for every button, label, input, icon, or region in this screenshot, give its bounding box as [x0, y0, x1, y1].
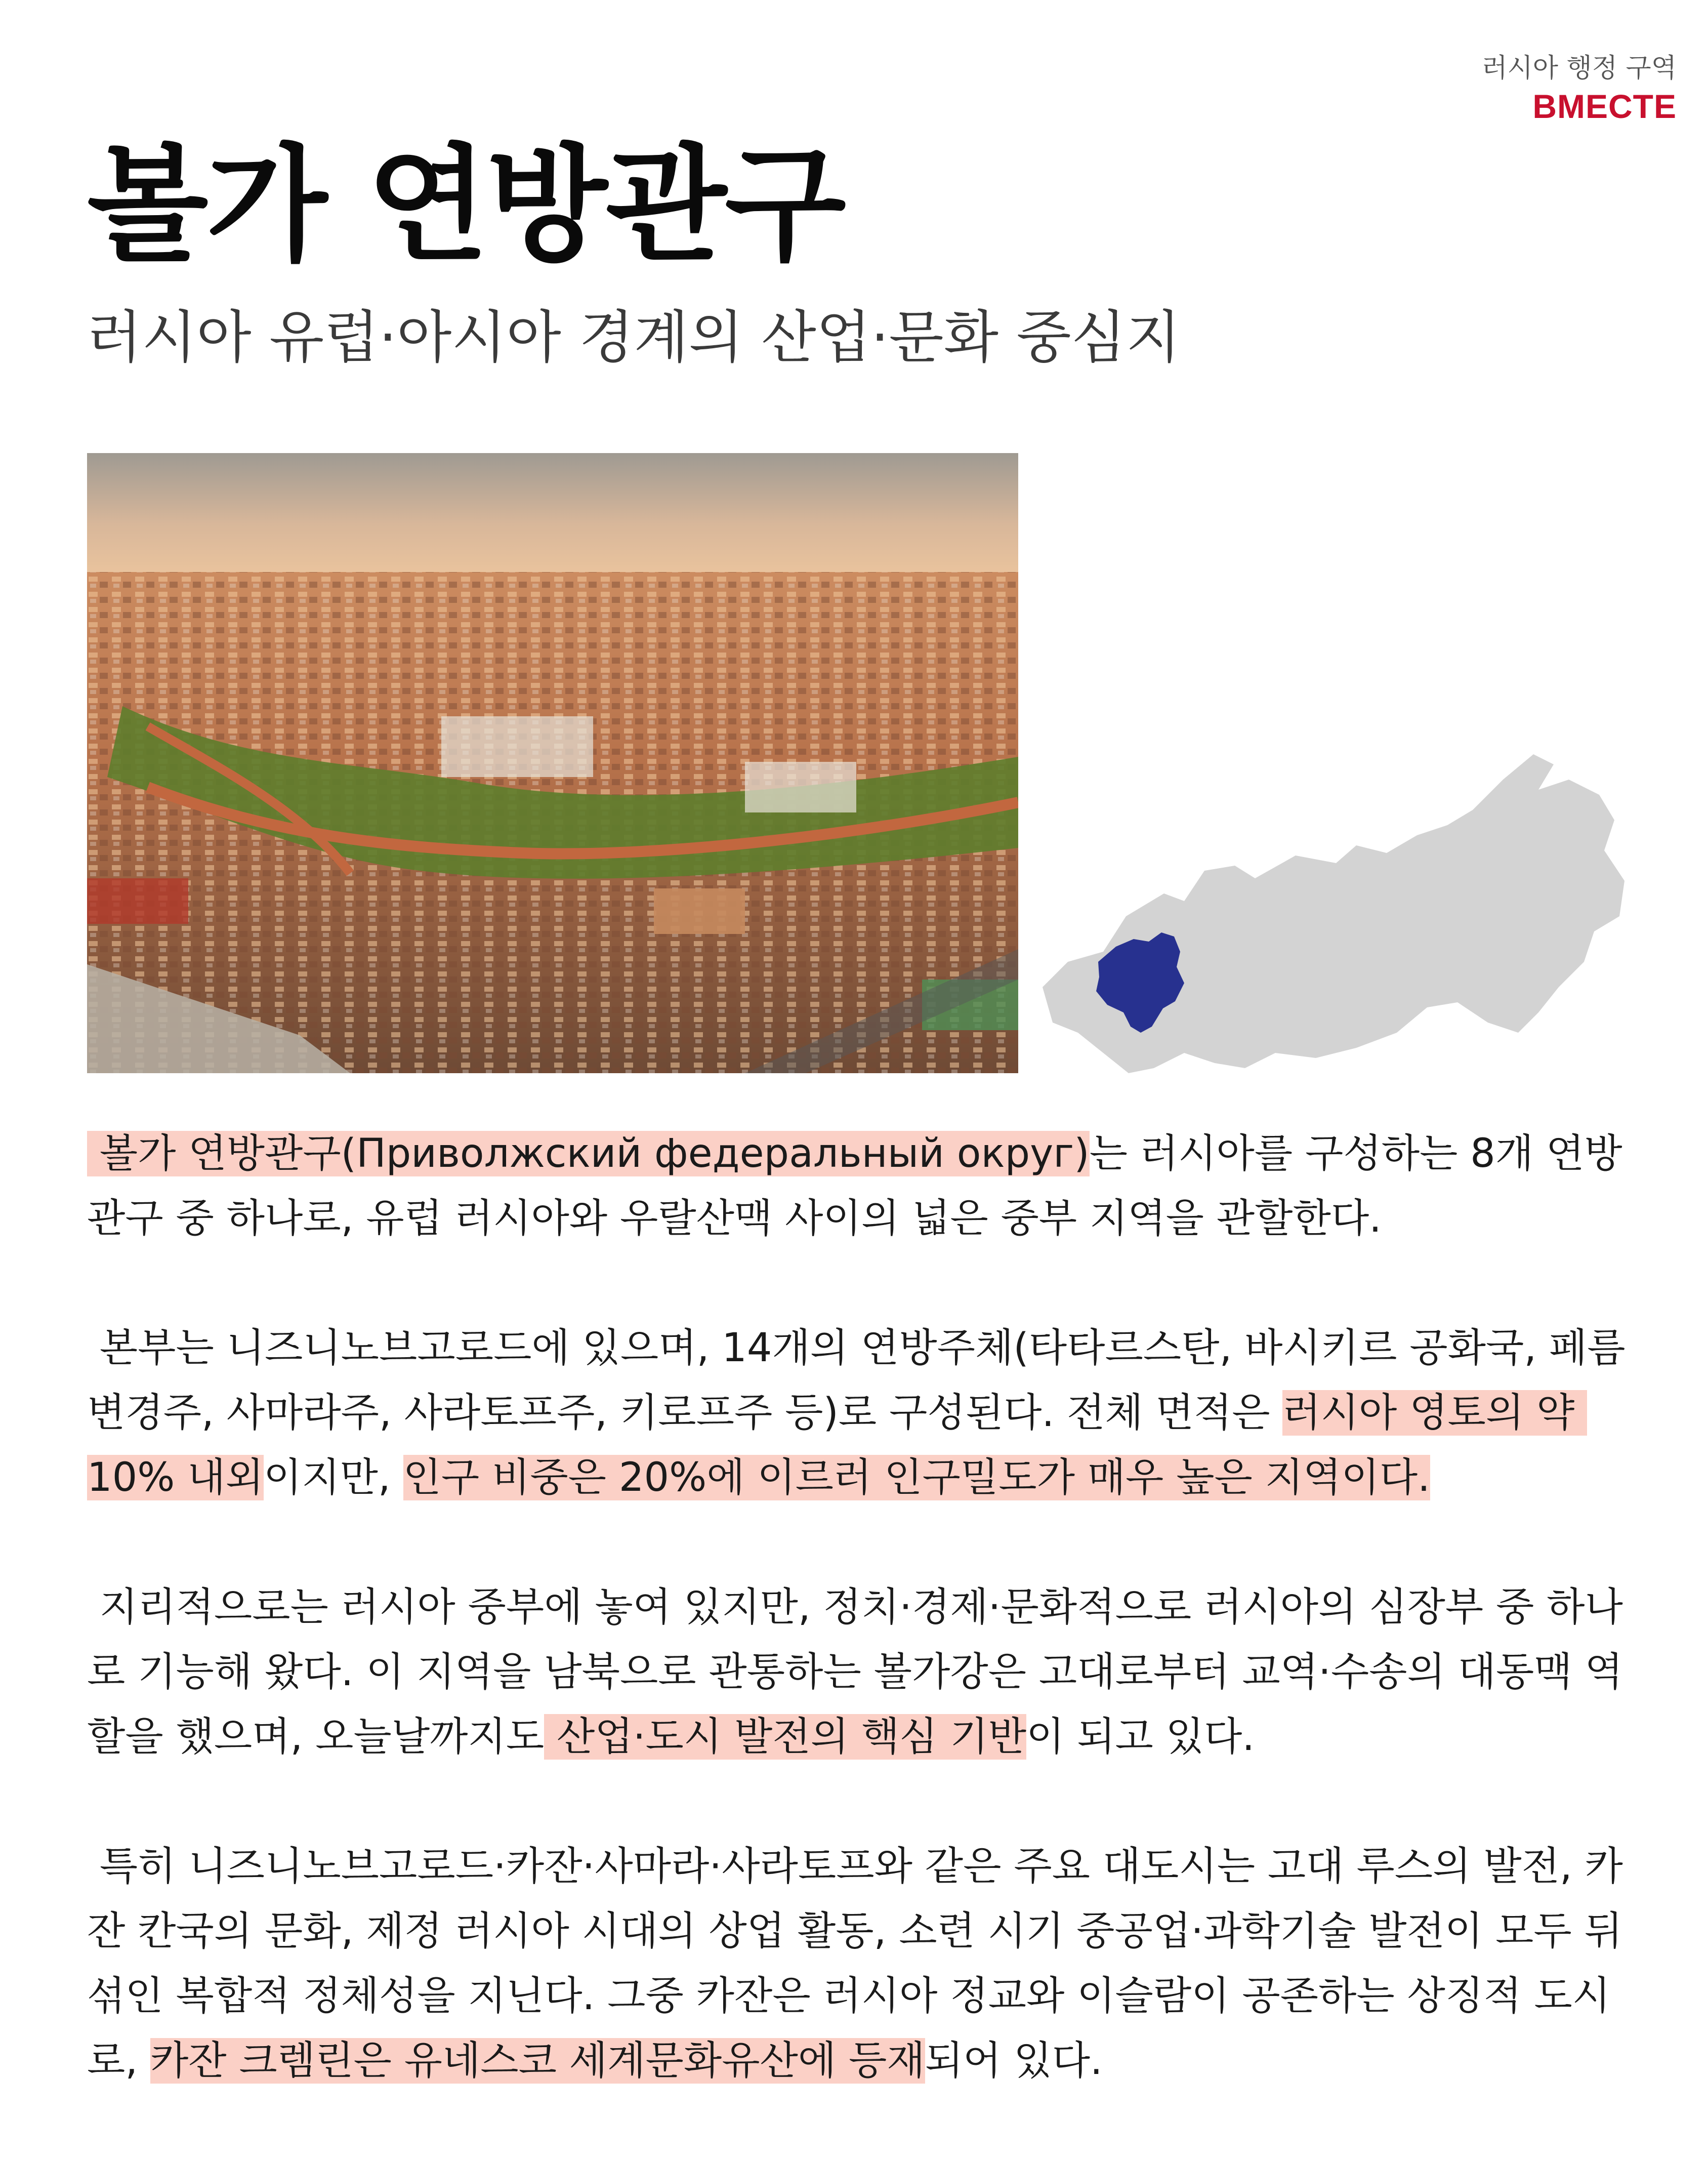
russia-landmass	[1043, 754, 1624, 1073]
highlight-district-name: 볼가 연방관구(Приволжский федеральный округ)	[87, 1131, 1090, 1176]
text-run: 는 러시아를 구성하는 8개 연방관구 중 하나로, 유럽 러시아와 우랄산맥 사이의 넓은 중부 지역을 관할한다.	[87, 1131, 1622, 1241]
russia-locator-map	[1032, 749, 1630, 1083]
text-run: 특히 니즈니노브고로드·카잔·사마라·사라토프와 같은 주요 대도시는 고대 루스의 발전, 카잔 칸국의 문화, 제정 러시아 시대의 상업 활동, 소련 시기 중공업·과학기술 발전이 모두 뒤섞인 복합적 정체성을 지닌다. 그중 카잔은 러시아 정교와 이슬람이 공존하는 상징적 도시로,	[87, 1844, 1623, 2084]
paragraph-2	[87, 1316, 1638, 1510]
article-body	[87, 1121, 1638, 2158]
text-run: 본부는 니즈니노브고로드에 있으며, 14개의 연방주체(타타르스탄, 바시키르 공화국, 페름 변경주, 사마라주, 사라토프주, 키로프주 등)로 구성된다. 전체 면적은	[87, 1325, 1638, 1436]
text-run: 이지만,	[263, 1455, 403, 1500]
highlight-kazan-kremlin: 카잔 크렘린은 유네스코 세계문화유산에 등재	[150, 2038, 925, 2084]
highlight-industry-base: 산업·도시 발전의 핵심 기반	[544, 1714, 1027, 1760]
paragraph-4	[87, 1834, 1626, 2093]
text-run: 이 되고 있다.	[1026, 1714, 1255, 1760]
paragraph-3	[87, 1575, 1626, 1769]
city-aerial-photo	[87, 453, 1018, 1073]
paragraph-1	[87, 1121, 1626, 1251]
brand-logo: BMECTE	[1532, 88, 1677, 125]
text-run: 지리적으로는 러시아 중부에 놓여 있지만, 정치·경제·문화적으로 러시아의 심장부 중 하나로 기능해 왔다. 이 지역을 남북으로 관통하는 볼가강은 고대로부터 교역·수송의 대동맥 역할을 했으며, 오늘날까지도	[87, 1584, 1623, 1760]
highlight-area-share: 러시아 영토의 약 10% 내외	[87, 1390, 1588, 1500]
highlight-population-share: 인구 비중은 20%에 이르러 인구밀도가 매우 높은 지역이다.	[403, 1455, 1430, 1500]
page-subtitle: 러시아 유럽·아시아 경계의 산업·문화 중심지	[87, 305, 1181, 371]
page-title: 볼가 연방관구	[87, 133, 844, 278]
category-label: 러시아 행정 구역	[1482, 53, 1677, 84]
text-run: 되어 있다.	[925, 2038, 1103, 2084]
